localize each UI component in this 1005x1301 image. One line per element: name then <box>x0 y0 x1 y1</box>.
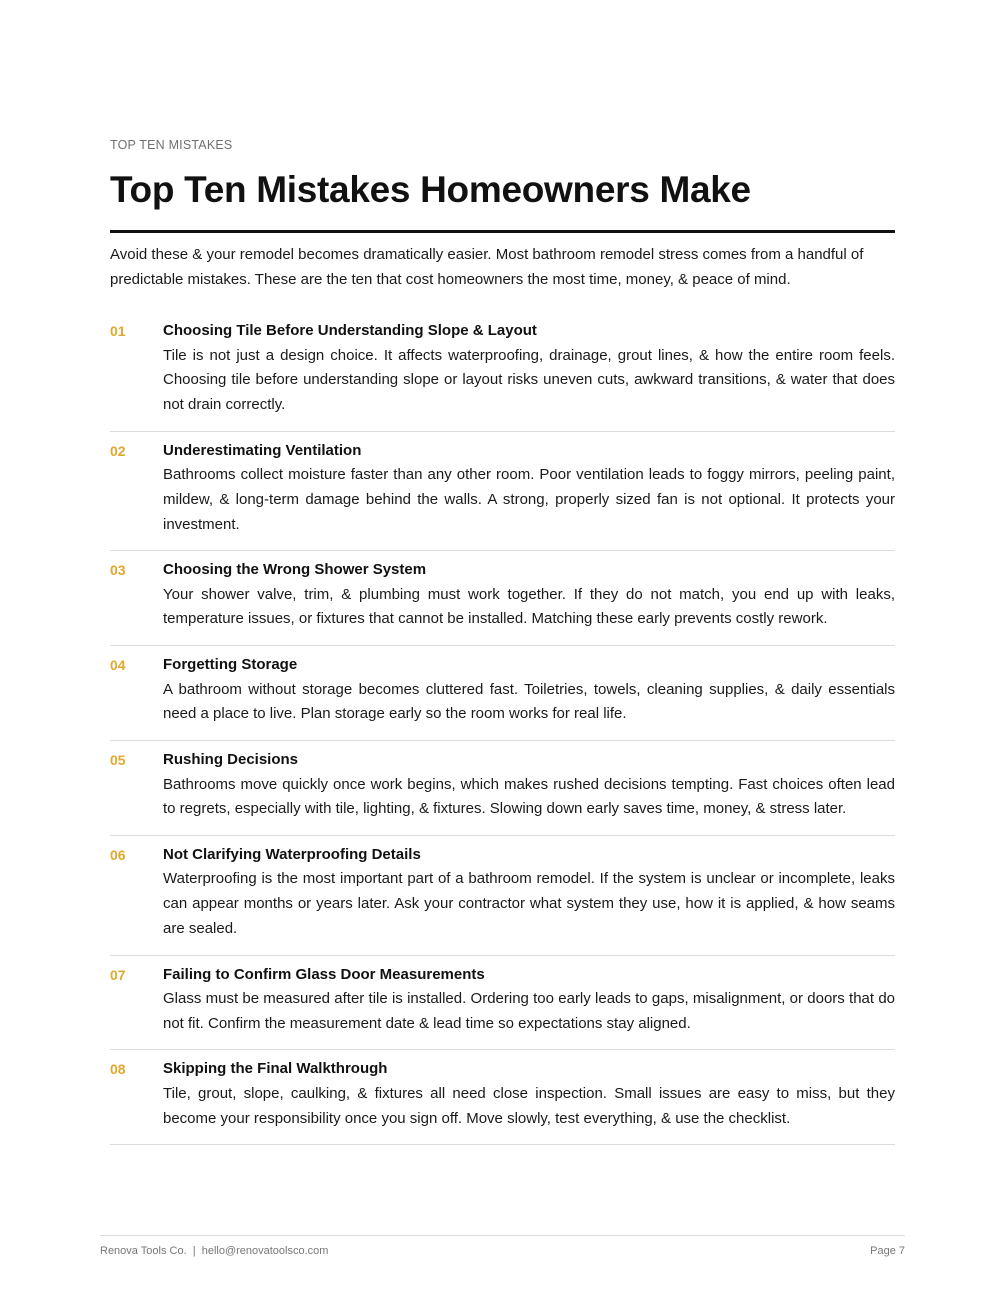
mistake-description: Bathrooms move quickly once work begins, which makes rushed decisions tempting. Fast choices often lead to regrets, especially with tile, lighting, & fixtures. Slowing down early saves time, money, & stress later. <box>163 775 895 818</box>
mistake-item <box>110 1057 895 1145</box>
mistake-number: 04 <box>110 657 126 674</box>
mistake-title: Skipping the Final Walkthrough <box>163 1060 388 1078</box>
mistake-number: 06 <box>110 846 126 863</box>
mistake-number: 08 <box>110 1061 126 1078</box>
footer-company-contact: Renova Tools Co. | hello@renovatoolsco.com <box>100 1245 329 1257</box>
mistake-item <box>110 748 895 836</box>
mistakes-list <box>110 319 895 1152</box>
mistake-title: Forgetting Storage <box>163 656 298 674</box>
mistake-description: Tile, grout, slope, caulking, & fixtures all need close inspection. Small issues are easy to miss, but they become your responsibility once you sign off. Move slowly, test everything, & use the checklist. <box>163 1084 895 1127</box>
footer-divider <box>100 1235 905 1236</box>
mistake-title: Choosing the Wrong Shower System <box>163 561 427 579</box>
mistake-item <box>110 439 895 552</box>
mistake-item <box>110 558 895 646</box>
mistake-title: Not Clarifying Waterproofing Details <box>163 845 421 863</box>
mistake-title: Underestimating Ventilation <box>163 441 362 459</box>
mistake-number: 02 <box>110 442 126 459</box>
title-divider <box>110 230 895 233</box>
mistake-description: Your shower valve, trim, & plumbing must work together. If they do not match, you end up with leaks, temperature issues, or fixtures that cannot be installed. Matching these early prevents costly rework. <box>163 585 895 628</box>
mistake-number: 01 <box>110 323 126 339</box>
mistake-description: A bathroom without storage becomes cluttered fast. Toiletries, towels, cleaning supplies, & daily essentials need a place to live. Plan storage early so the room works for real life. <box>163 680 895 723</box>
page-title: Top Ten Mistakes Homeowners Make <box>110 169 751 210</box>
mistake-title: Rushing Decisions <box>163 751 299 769</box>
mistake-description: Tile is not just a design choice. It affects waterproofing, drainage, grout lines, & how the entire room feels. Choosing tile before understanding slope or layout risks uneven cuts, awkward transitions, & water that does not drain correctly. <box>163 346 895 413</box>
mistake-description: Waterproofing is the most important part of a bathroom remodel. If the system is unclear or incomplete, leaks can appear months or years later. Ask your contractor what system they use, how it is applied, & how seams are sealed. <box>163 870 895 937</box>
mistake-title: Choosing Tile Before Understanding Slope & Layout <box>163 322 537 339</box>
mistake-item <box>110 653 895 741</box>
mistake-description: Glass must be measured after tile is installed. Ordering too early leads to gaps, misalignment, or doors that do not fit. Confirm the measurement date & lead time so expectations stay aligned. <box>163 990 895 1032</box>
mistake-item <box>110 963 895 1051</box>
mistake-item <box>110 319 895 432</box>
mistake-number: 07 <box>110 966 126 983</box>
mistake-description: Bathrooms collect moisture faster than any other room. Poor ventilation leads to foggy mirrors, peeling paint, mildew, & long-term damage behind the walls. A strong, properly sized fan is not optional. It protects your investment. <box>163 466 895 533</box>
mistake-number: 05 <box>110 752 126 769</box>
footer-page-number: Page 7 <box>870 1245 905 1257</box>
mistake-number: 03 <box>110 562 126 579</box>
section-kicker: TOP TEN MISTAKES <box>110 138 233 152</box>
mistake-title: Failing to Confirm Glass Door Measurements <box>163 965 485 983</box>
intro-paragraph: Avoid these & your remodel becomes dramatically easier. Most bathroom remodel stress comes from a handful of predictable mistakes. These are the ten that cost homeowners the most time, money, & peace of mind. <box>110 246 864 288</box>
mistake-item <box>110 843 895 956</box>
